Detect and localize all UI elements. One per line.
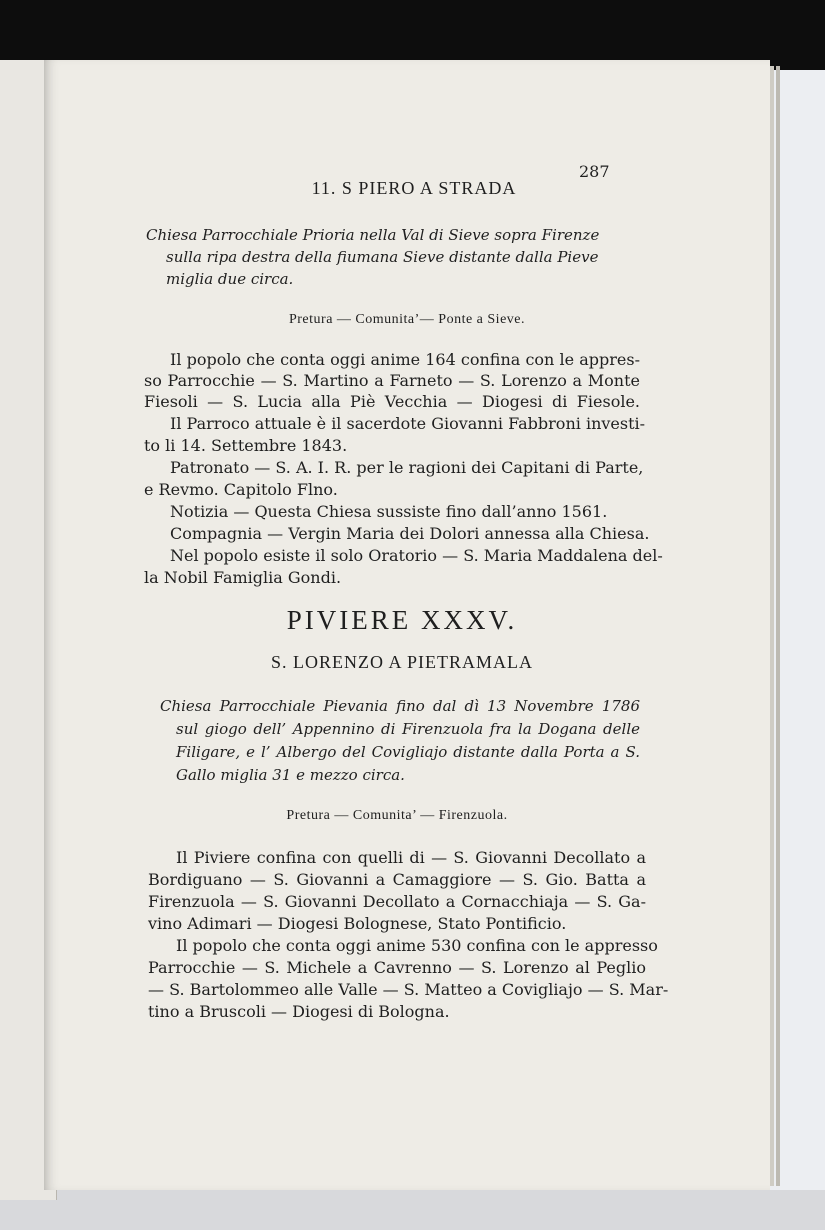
- section2-text-line: Bordiguano — S. Giovanni a Camaggiore — S. Gio. Batta a: [148, 870, 646, 889]
- section1-description-line: miglia due circa.: [166, 270, 294, 288]
- section1-text-line: Nel popolo esiste il solo Oratorio — S. Maria Maddalena del-: [170, 546, 663, 565]
- page-edge-strip: [770, 66, 774, 1186]
- section1-text-line: la Nobil Famiglia Gondi.: [144, 568, 342, 587]
- section1-description-line: sulla ripa destra della fiumana Sieve distante dalla Pieve: [166, 248, 599, 266]
- section1-text-line: Compagnia — Vergin Maria dei Dolori annessa alla Chiesa.: [170, 524, 650, 543]
- section1-text-line: Patronato — S. A. I. R. per le ragioni dei Capitani di Parte,: [170, 458, 644, 477]
- section2-description-line: sul giogo dell’ Appennino di Firenzuola fra la Dogana delle: [176, 720, 640, 738]
- section2-description-line: Filigare, e l’ Albergo del Covigliajo distante dalla Porta a S.: [176, 743, 640, 761]
- section1-text-line: to li 14. Settembre 1843.: [144, 436, 348, 455]
- section1-jurisdiction: Pretura — Comunita’— Ponte a Sieve.: [288, 312, 526, 327]
- section2-text-line: Il Piviere confina con quelli di — S. Giovanni Decollato a: [176, 848, 646, 867]
- book-page: [44, 60, 770, 1190]
- section2-text-line: tino a Bruscoli — Diogesi di Bologna.: [148, 1002, 450, 1021]
- section1-text-line: Il Parroco attuale è il sacerdote Giovanni Fabbroni investi-: [170, 414, 646, 433]
- section1-text-line: so Parrocchie — S. Martino a Farneto — S. Lorenzo a Monte: [144, 371, 640, 390]
- section2-jurisdiction: Pretura — Comunita’ — Firenzuola.: [286, 808, 508, 823]
- section2-title: S. LORENZO A PIETRAMALA: [270, 652, 533, 672]
- section1-text-line: Fiesoli — S. Lucia alla Piè Vecchia — Diogesi di Fiesole.: [144, 392, 640, 411]
- section2-description-line: Gallo miglia 31 e mezzo circa.: [176, 766, 405, 784]
- page-number: 287: [579, 162, 610, 181]
- section2-text-line: Il popolo che conta oggi anime 530 confina con le appresso: [176, 936, 658, 955]
- pieve-heading: PIVIERE XXXV.: [286, 605, 518, 635]
- section2-text-line: — S. Bartolommeo alle Valle — S. Matteo a Covigliajo — S. Mar-: [148, 980, 669, 999]
- section1-text-line: e Revmo. Capitolo Flno.: [144, 480, 338, 499]
- section1-text-line: Notizia — Questa Chiesa sussiste fino dall’anno 1561.: [170, 502, 608, 521]
- backdrop-bottom: [0, 1190, 825, 1230]
- section1-description-line: Chiesa Parrocchiale Prioria nella Val di Sieve sopra Firenze: [146, 226, 600, 244]
- section2-text-line: Parrocchie — S. Michele a Cavrenno — S. Lorenzo al Peglio: [148, 958, 646, 977]
- section2-text-line: vino Adimari — Diogesi Bolognese, Stato Pontificio.: [148, 914, 567, 933]
- page-edge-strip: [776, 66, 780, 1186]
- section2-text-line: Firenzuola — S. Giovanni Decollato a Cornacchiaja — S. Ga-: [148, 892, 646, 911]
- section1-text-line: Il popolo che conta oggi anime 164 confina con le appres-: [170, 350, 640, 369]
- section1-title: 11. S PIERO A STRADA: [311, 178, 517, 198]
- section2-description-line: Chiesa Parrocchiale Pievania fino dal dì 13 Novembre 1786: [160, 697, 640, 715]
